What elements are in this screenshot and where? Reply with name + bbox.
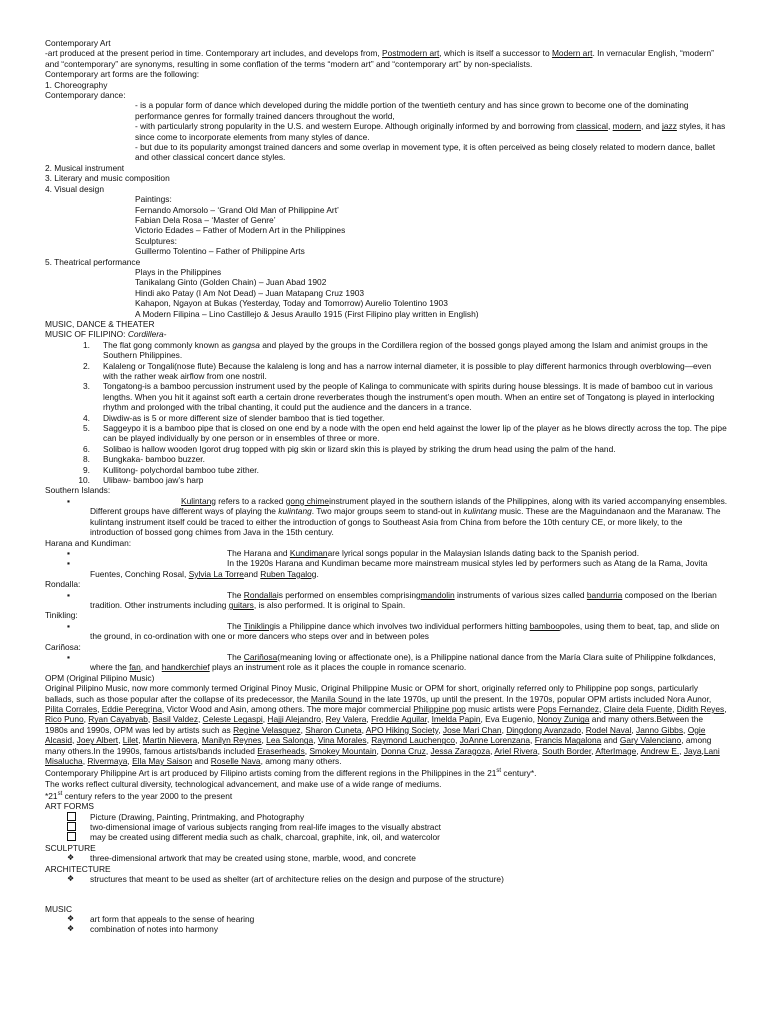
linked-term: Eddie Peregrina bbox=[101, 704, 162, 714]
text-run: plays an instrument role as it places the couple in romance scenario. bbox=[209, 662, 467, 673]
diamond-item-text: structures that meant to be used as shelter (art of architecture relies on the design and purpose of the structure) bbox=[90, 874, 504, 885]
diamond-item-text: combination of notes into harmony bbox=[90, 924, 219, 935]
harana-text-2 bbox=[90, 558, 728, 579]
text-run: refers to a racked bbox=[215, 495, 286, 506]
linked-term: Jose Mari Chan bbox=[442, 724, 502, 735]
text-run: in the late 1970s, up until the present. In the 1970s, popular OPM artists included Nora Aunor, bbox=[362, 693, 712, 704]
art-forms-list bbox=[45, 812, 728, 843]
diamond-bullet-icon: ❖ bbox=[67, 874, 75, 884]
century-note: *21st century refers to the year 2000 to the present bbox=[45, 790, 233, 801]
text-run: composed on the Iberian tradition. Other instruments including bbox=[90, 589, 717, 610]
sculpture-item: Guillermo Tolentino – Father of Philippine Arts bbox=[135, 246, 305, 257]
text-run: , bbox=[426, 714, 432, 725]
checkbox-icon bbox=[45, 822, 90, 832]
bullet-mark: ▪ bbox=[67, 547, 70, 558]
rondalla-heading: Rondalla: bbox=[45, 579, 81, 590]
linked-term: Vina Morales bbox=[317, 735, 367, 746]
text-run: (meaning loving or affectionate one), is a Philippine national dance from the María Clara suite of Philippine folkdances, where the bbox=[90, 651, 716, 673]
linked-term: Rey Valera bbox=[325, 714, 367, 725]
text-run: , bbox=[118, 735, 123, 746]
text-run: Tongatong-is a bamboo percussion instrument used by the people of Kalinga to communicate with spirits during house blessings. It is made of bamboo cut in various lengths. When you hit it against soft earth a certain drone reverberates though the instrument’s open mouth. When an entire set of Tongatong is played in interlocking rhythm and prolonged with the tribal chanting, it could put the audience and the dancers in a trance. bbox=[103, 381, 715, 413]
text-run: , bbox=[455, 735, 460, 746]
text-run: , bbox=[376, 745, 382, 756]
text-run: - with particularly strong popularity in the U.S. and western Europe. Although originally informed by and borrowing from bbox=[135, 121, 577, 132]
text-run: and many others.Between the 1980s and 1990s, OPM was led by artists such as bbox=[45, 714, 704, 735]
text-run: , bbox=[72, 735, 77, 746]
carinosa-text bbox=[90, 652, 728, 673]
linked-term: Dingdong Avanzado bbox=[506, 724, 582, 735]
text-run: , bbox=[97, 704, 102, 714]
art-form-item bbox=[45, 822, 728, 832]
southern-text bbox=[90, 496, 728, 538]
art-form-item bbox=[45, 812, 728, 822]
text-run: , among many others.In the 1990s, famous artists/bands included bbox=[45, 735, 712, 756]
linked-term: Smokey Mountain bbox=[309, 745, 377, 756]
tinikling-text bbox=[90, 621, 728, 642]
linked-term: jazz bbox=[662, 121, 677, 132]
linked-term: Ryan Cayabyab bbox=[88, 714, 148, 725]
text-run: , bbox=[490, 745, 495, 756]
text-run: and played by the groups in the Cordillera region of the bossed gongs played among the Islam and animist groups in the Southern Philippines. bbox=[103, 339, 708, 361]
music-of-filipino-heading bbox=[45, 329, 728, 339]
italic-term: kulintang bbox=[278, 506, 312, 517]
item-text bbox=[103, 340, 728, 361]
linked-term: Sharon Cuneta bbox=[305, 724, 362, 735]
tinikling-heading: Tinikling: bbox=[45, 610, 78, 621]
text-run: . Two major groups seem to stand-out in bbox=[311, 506, 464, 517]
text-run: , bbox=[83, 714, 89, 725]
linked-term: Kulintang bbox=[181, 495, 216, 506]
linked-term: mandolin bbox=[420, 589, 455, 600]
linked-term: JoAnne Lorenzana bbox=[459, 735, 531, 746]
text-run: instruments of various sizes called bbox=[454, 589, 587, 600]
text-run: , bbox=[683, 724, 688, 735]
art-forms-heading: ART FORMS bbox=[45, 801, 95, 812]
play-item: A Modern Filipina – Lino Castillejo & Jesus Araullo 1915 (First Filipino play written in English) bbox=[135, 308, 479, 319]
text-run: , bbox=[304, 745, 310, 756]
rondalla-text bbox=[90, 590, 728, 611]
linked-term: Claire dela Fuente bbox=[603, 704, 673, 714]
reflect-line: The works reflect cultural diversity, technological advancement, and make use of a wide range of mediums. bbox=[45, 778, 442, 789]
carinosa-heading: Cariñosa: bbox=[45, 641, 81, 652]
sculptures-list bbox=[45, 246, 728, 256]
cordillera-item bbox=[45, 381, 728, 412]
text-run: and bbox=[601, 735, 620, 746]
text-run: and bbox=[243, 568, 261, 579]
play-item: Hindi ako Patay (I Am Not Dead) – Juan Matapang Cruz 1903 bbox=[135, 287, 365, 298]
diamond-item bbox=[45, 853, 728, 863]
linked-term: Joey Albert bbox=[76, 735, 119, 746]
linked-term: Roselle Nava bbox=[210, 756, 261, 767]
text-run: The bbox=[227, 620, 244, 631]
text-run: , bbox=[261, 735, 267, 746]
play-item: Plays in the Philippines bbox=[135, 266, 222, 277]
plays-list bbox=[45, 267, 728, 319]
linked-term: Eraserheads bbox=[257, 745, 305, 756]
text-run: . In vernacular English, “modern” and “contemporary” are synonyms, resulting in some conflation of the terms “modern art” and “contemporary art” by non-specialists. bbox=[45, 48, 714, 69]
southern-bullet bbox=[45, 496, 728, 538]
painting-item: Fabian Dela Rosa – ‘Master of Genre’ bbox=[135, 214, 276, 225]
linked-term: Didith Reyes bbox=[676, 704, 725, 714]
musical-instrument-heading: 2. Musical instrument bbox=[45, 162, 125, 173]
linked-term: Rodel Naval bbox=[585, 724, 632, 735]
tinikling-bullet bbox=[45, 621, 728, 642]
linked-term: Kundiman bbox=[289, 547, 328, 558]
linked-term: classical bbox=[576, 121, 608, 132]
diamond-bullet-icon: ❖ bbox=[67, 924, 75, 934]
visual-design-heading: 4. Visual design bbox=[45, 183, 104, 194]
linked-term: Martin Nievera bbox=[142, 735, 198, 746]
contemporary-dance-point-3: - but due to its popularity amongst trained dancers and some overlap in movement type, it is often perceived as being closely related to modern dance, ballet and other classical concert dance styles. bbox=[135, 142, 716, 163]
text-run: , bbox=[501, 724, 507, 735]
contemporary-dance-point-2 bbox=[45, 121, 728, 142]
item-text bbox=[103, 465, 728, 475]
text-run: -art produced at the present period in time. Contemporary art includes, and develops from, bbox=[45, 48, 383, 59]
linked-term: Rondalla bbox=[243, 589, 277, 600]
sculpture-list bbox=[45, 853, 728, 863]
text-run: , Eva Eugenio, bbox=[480, 714, 538, 725]
linked-term: guitars bbox=[228, 599, 254, 610]
art-form-text: Picture (Drawing, Painting, Printmaking, and Photography bbox=[90, 811, 305, 822]
text-run: are lyrical songs popular in the Malaysian Islands dating back to the Spanish period. bbox=[327, 547, 640, 558]
bullet-mark: ▪ bbox=[67, 651, 70, 662]
text-run: poles, using them to beat, tap, and slide on the ground, in co-ordination with one or more dancers who steps over and in between poles bbox=[90, 620, 720, 642]
cordillera-list bbox=[45, 340, 728, 486]
architecture-heading: ARCHITECTURE bbox=[45, 863, 111, 874]
cordillera-item bbox=[45, 361, 728, 382]
item-number: 3. bbox=[83, 381, 90, 392]
linked-term: bamboo bbox=[529, 620, 560, 631]
item-number: 8. bbox=[83, 454, 90, 465]
text-run: is performed on ensembles comprising bbox=[276, 589, 421, 600]
opm-heading: OPM (Original Pilipino Music) bbox=[45, 672, 155, 683]
paintings-heading: Paintings: bbox=[135, 194, 172, 205]
linked-term: Rivermaya bbox=[87, 756, 128, 767]
linked-term: Hajji Alejandro bbox=[267, 714, 321, 725]
text-run: , bbox=[366, 714, 372, 725]
text-run: Kullitong- polychordal bamboo tube zither. bbox=[103, 464, 259, 475]
item-number: 4. bbox=[83, 412, 90, 423]
italic-term: kulintang bbox=[463, 506, 497, 517]
harana-heading: Harana and Kundiman: bbox=[45, 537, 132, 548]
mdt-heading: MUSIC, DANCE & THEATER bbox=[45, 318, 155, 329]
cordillera-item bbox=[45, 444, 728, 454]
contemporary-dance-point-1: - is a popular form of dance which developed during the middle portion of the twentieth century and has since grown to become one of the dominating performance genres for formally trained dancers throughout the world, bbox=[135, 100, 689, 121]
checkbox-icon bbox=[45, 832, 90, 842]
linked-term: handkerchief bbox=[161, 662, 210, 673]
item-number: 6. bbox=[83, 443, 90, 454]
cordillera-item bbox=[45, 423, 728, 444]
forms-intro: Contemporary art forms are the following: bbox=[45, 69, 200, 80]
cordillera-item bbox=[45, 465, 728, 475]
text-run: , bbox=[537, 745, 543, 756]
item-text bbox=[103, 444, 728, 454]
linked-term: Pilita Corrales bbox=[45, 704, 98, 714]
linked-term: Cariñosa bbox=[243, 651, 278, 662]
bullet-mark: ▪ bbox=[67, 495, 70, 506]
item-number: 10. bbox=[78, 475, 90, 486]
mof-label: MUSIC OF FILIPINO: bbox=[45, 329, 126, 340]
linked-term: gong chime bbox=[285, 495, 330, 506]
item-text bbox=[103, 381, 728, 412]
text-run: Diwdiw-as is 5 or more different size of slender bamboo that is tied together. bbox=[103, 412, 385, 423]
opm-paragraph bbox=[45, 683, 728, 766]
text-run: , is also performed. It is original to Spain. bbox=[253, 599, 406, 610]
linked-term: Donna Cruz bbox=[381, 745, 426, 756]
text-run: , bbox=[724, 704, 727, 714]
text-run: , bbox=[598, 704, 604, 714]
cordillera-item bbox=[45, 340, 728, 361]
item-text bbox=[103, 423, 728, 444]
text-run: , bbox=[147, 714, 153, 725]
text-run: , bbox=[438, 724, 443, 735]
southern-islands-heading: Southern Islands: bbox=[45, 485, 111, 496]
choreography-heading: 1. Choreography bbox=[45, 79, 108, 90]
item-number: 1. bbox=[83, 339, 90, 350]
text-run: Solibao is hallow wooden Igorot drug topped with pig skin or lizard skin this is played by striking the drum head using the palm of the hand. bbox=[103, 443, 616, 454]
text-run: , and bbox=[140, 662, 162, 673]
linked-term: Postmodern art bbox=[382, 48, 440, 59]
item-number: 2. bbox=[83, 360, 90, 371]
linked-term: Francis Magalona bbox=[534, 735, 602, 746]
linked-term: fan bbox=[129, 662, 141, 673]
italic-term: gangsa bbox=[232, 339, 260, 350]
text-run: , bbox=[198, 714, 203, 725]
linked-term: Regine Velasquez bbox=[233, 724, 301, 735]
linked-term: Pops Fernandez bbox=[537, 704, 599, 714]
linked-term: Lani Misalucha bbox=[45, 745, 720, 767]
text-run: , bbox=[262, 714, 268, 725]
sculpture-heading: SCULPTURE bbox=[45, 842, 96, 853]
text-run: , bbox=[672, 704, 677, 714]
item-number: 5. bbox=[83, 423, 90, 434]
bullet-mark: ▪ bbox=[67, 558, 70, 569]
text-run: , bbox=[300, 724, 306, 735]
text-run: is a Philippine dance which involves two individual performers hitting bbox=[274, 620, 530, 631]
linked-term: bandurria bbox=[586, 589, 623, 600]
play-item: Tanikalang Ginto (Golden Chain) – Juan Abad 1902 bbox=[135, 277, 327, 288]
linked-term: Philippine pop bbox=[413, 704, 466, 714]
diamond-item bbox=[45, 874, 728, 884]
text-run: , bbox=[581, 724, 586, 735]
text-run: and bbox=[192, 756, 211, 767]
carinosa-bullet bbox=[45, 652, 728, 673]
text-run: , bbox=[197, 735, 202, 746]
text-run: , bbox=[320, 714, 326, 725]
bullet-mark: ▪ bbox=[67, 589, 70, 600]
text-run: Kalaleng or Tongali(nose flute) Because the kalaleng is long and has a narrow internal diameter, it is possible to play different harmonics through overblowing—even with the rather weak airflow from one nostril. bbox=[103, 360, 712, 381]
item-text bbox=[103, 454, 728, 464]
linked-term: Basil Valdez bbox=[152, 714, 199, 725]
text-run: The flat gong commonly known as bbox=[103, 339, 233, 350]
cordillera-item bbox=[45, 475, 728, 485]
text-run: , bbox=[361, 724, 366, 735]
cordillera-label: Cordillera- bbox=[127, 329, 167, 340]
text-run: , bbox=[636, 745, 641, 756]
linked-term: AfterImage bbox=[595, 745, 637, 756]
text-run: , among many others. bbox=[260, 756, 342, 767]
music-list bbox=[45, 914, 728, 935]
diamond-bullet-icon: ❖ bbox=[67, 913, 75, 923]
item-text bbox=[103, 475, 728, 485]
text-run: , bbox=[127, 756, 133, 767]
art-form-item bbox=[45, 832, 728, 842]
text-run: Bungkaka- bamboo buzzer. bbox=[103, 454, 205, 465]
paintings-list bbox=[45, 205, 728, 236]
linked-term: Janno Gibbs bbox=[636, 724, 684, 735]
linked-term: Lilet bbox=[122, 735, 139, 746]
linked-term: Manila Sound bbox=[310, 693, 363, 704]
diamond-item-text: art form that appeals to the sense of hearing bbox=[90, 913, 255, 924]
linked-term: Gary Valenciano bbox=[619, 735, 682, 746]
text-run: , and bbox=[641, 121, 662, 132]
diamond-item bbox=[45, 914, 728, 924]
text-run: , bbox=[701, 745, 704, 756]
cordillera-item bbox=[45, 413, 728, 423]
linked-term: Lea Salonga bbox=[266, 735, 314, 746]
text-run: In the 1920s Harana and Kundiman became more mainstream musical styles led by performers such as Atang de la Rama, Jovita Fuentes, Conching Rosal, bbox=[90, 558, 708, 579]
linked-term: Ruben Tagalog bbox=[260, 568, 317, 579]
text-run: The Harana and bbox=[227, 547, 290, 558]
item-text bbox=[103, 361, 728, 382]
sculptures-heading: Sculptures: bbox=[135, 235, 177, 246]
harana-bullet-1 bbox=[45, 548, 728, 558]
harana-text-1 bbox=[90, 548, 728, 558]
linked-term: Jaya bbox=[683, 745, 702, 756]
text-run: instrument played in the southern islands of the Philippines, along with its varied accompanying ensembles. Different groups have different ways of playing the bbox=[90, 495, 728, 517]
linked-term: modern bbox=[612, 121, 642, 132]
checkbox-icon bbox=[45, 812, 90, 822]
linked-term: Manilyn Reynes bbox=[201, 735, 262, 746]
item-number: 9. bbox=[83, 464, 90, 475]
text-run: Ulibaw- bamboo jaw’s harp bbox=[103, 475, 204, 486]
linked-term: Sylvia La Torre bbox=[188, 568, 244, 579]
text-run: , bbox=[366, 735, 372, 746]
text-run: The bbox=[227, 651, 244, 662]
linked-term: Celeste Legaspi bbox=[202, 714, 263, 725]
harana-bullet-2 bbox=[45, 558, 728, 579]
literary-music-heading: 3. Literary and music composition bbox=[45, 173, 170, 184]
text-run: music artists were bbox=[465, 704, 538, 714]
spacer bbox=[45, 885, 728, 904]
linked-term: Imelda Papin bbox=[431, 714, 481, 725]
text-run: The bbox=[227, 589, 244, 600]
linked-term: Ella May Saison bbox=[132, 756, 193, 767]
text-run: , bbox=[138, 735, 143, 746]
doc-title: Contemporary Art bbox=[45, 38, 111, 48]
text-run: , bbox=[591, 745, 596, 756]
intro-paragraph bbox=[45, 48, 728, 69]
linked-term: Andrew E. bbox=[640, 745, 680, 756]
rondalla-bullet bbox=[45, 590, 728, 611]
linked-term: Tinikling bbox=[243, 620, 275, 631]
painting-item: Fernando Amorsolo – ‘Grand Old Man of Philippine Art’ bbox=[135, 204, 339, 215]
text-run: , Victor Wood and Asin, among others. The more major commercial bbox=[161, 704, 414, 714]
linked-term: Nonoy Zuniga bbox=[537, 714, 590, 725]
text-run: , bbox=[631, 724, 636, 735]
contemporary-dance-heading: Contemporary dance: bbox=[45, 90, 126, 101]
linked-term: Jessa Zaragoza bbox=[430, 745, 491, 756]
linked-term: Raymond Lauchengco bbox=[371, 735, 456, 746]
linked-term: Ogie Alcasid bbox=[45, 724, 706, 746]
text-run: , bbox=[679, 745, 684, 756]
item-text bbox=[103, 413, 728, 423]
diamond-bullet-icon: ❖ bbox=[67, 853, 75, 863]
bullet-mark: ▪ bbox=[67, 620, 70, 631]
art-form-text: may be created using different media such as chalk, charcoal, graphite, ink, oil, and watercolor bbox=[90, 832, 440, 843]
diamond-item bbox=[45, 924, 728, 934]
text-run: music. These are the Maguindanaon and the Maranaw. The kulintang instrument itself could be traced to either the introduction of gongs to Southeast Asia from China from before the 10th century CE, or more likely, to the introduction of bossed gong chimes from Java in the 15th century. bbox=[90, 506, 721, 538]
text-run: . bbox=[316, 568, 319, 579]
theatrical-heading: 5. Theatrical performance bbox=[45, 256, 141, 267]
text-run: , bbox=[607, 121, 613, 132]
contemporary-philippine-art-line: Contemporary Philippine Art is art produced by Filipino artists coming from the different regions in the Philippines in the 21st century*. bbox=[45, 768, 537, 779]
music-heading: MUSIC bbox=[45, 903, 72, 914]
text-run: , which is itself a successor to bbox=[439, 48, 552, 59]
linked-term: South Border bbox=[542, 745, 592, 756]
text-run: , bbox=[82, 756, 88, 767]
text-run: Saggeypo it is a bamboo pipe that is closed on one end by a node with the open end held against the lower lip of the player as he blows directly across the top. The pipe can be played individually by one person or in ensembles of three or more. bbox=[103, 423, 727, 444]
text-run: , bbox=[425, 745, 431, 756]
cordillera-item bbox=[45, 454, 728, 464]
text-run: , bbox=[530, 735, 535, 746]
text-run: Original Pilipino Music, now more commonly termed Original Pinoy Music, Original Philippine Music or OPM for short, originally referred only to Philippine pop songs, particularly ballads, such as those popular after the collapse of its predecessor, the bbox=[45, 683, 699, 704]
linked-term: Modern art bbox=[551, 48, 593, 59]
text-run: styles, it has since come to incorporate elements from many styles of dance. bbox=[135, 121, 726, 142]
art-form-text: two-dimensional image of various subjects ranging from real-life images to the visually abstract bbox=[90, 822, 441, 833]
play-item: Kahapon, Ngayon at Bukas (Yesterday, Today and Tomorrow) Aurelio Tolentino 1903 bbox=[135, 298, 448, 309]
diamond-item-text: three-dimensional artwork that may be created using stone, marble, wood, and concrete bbox=[90, 853, 416, 864]
linked-term: APO Hiking Society bbox=[365, 724, 439, 735]
linked-term: Rico Puno bbox=[45, 714, 84, 725]
text-run: , bbox=[313, 735, 318, 746]
linked-term: Freddie Aguilar bbox=[371, 714, 427, 725]
linked-term: Ariel Rivera bbox=[494, 745, 538, 756]
architecture-list bbox=[45, 874, 728, 884]
painting-item: Victorio Edades – Father of Modern Art in the Philippines bbox=[135, 225, 346, 236]
